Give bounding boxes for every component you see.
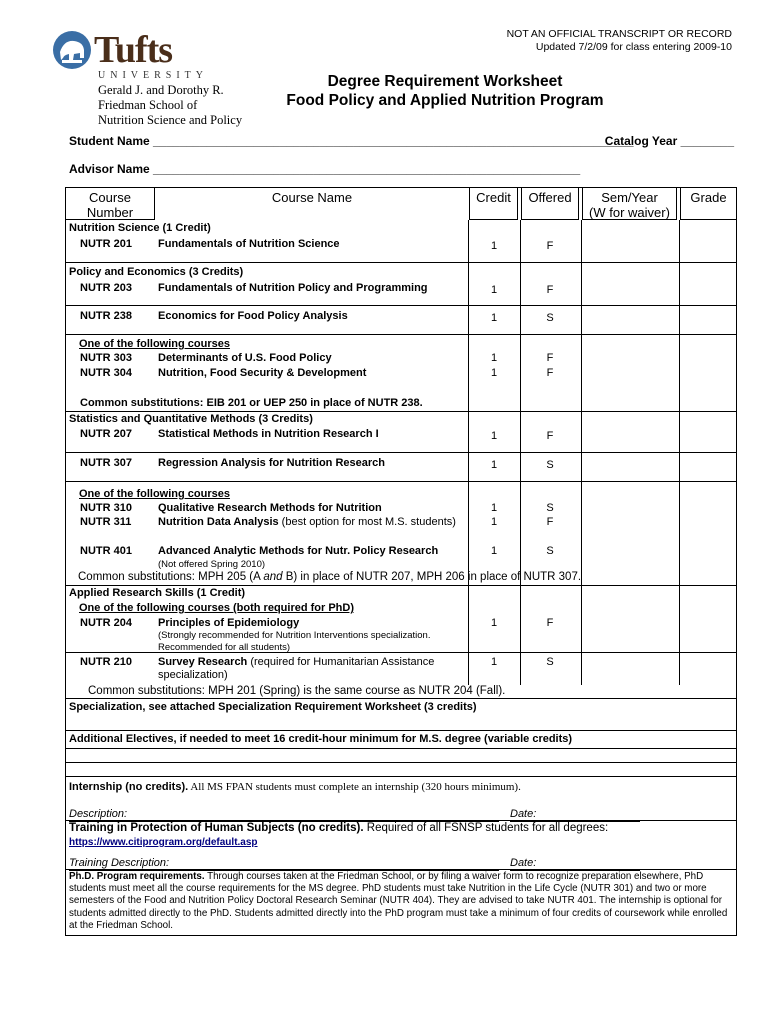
course-credit: 1	[490, 284, 498, 296]
course-credit: 1	[490, 502, 498, 514]
course-name: Principles of Epidemiology	[158, 617, 300, 629]
course-offered: F	[546, 352, 554, 364]
course-name: Fundamentals of Nutrition Science	[158, 238, 340, 250]
logo-university: UNIVERSITY	[98, 70, 208, 81]
col-credit: Credit	[476, 190, 511, 205]
course-number: NUTR 203	[80, 282, 132, 294]
substitutions-note: Common substitutions: MPH 201 (Spring) is the same course as NUTR 204 (Fall).	[88, 685, 506, 697]
course-offered: S	[546, 459, 554, 471]
notice-line2: Updated 7/2/09 for class entering 2009-10	[535, 41, 732, 53]
course-credit: 1	[490, 459, 498, 471]
phd-label: Ph.D. Program requirements.	[69, 871, 205, 882]
course-number: NUTR 207	[80, 428, 132, 440]
training-date-field[interactable]: Date:	[510, 857, 640, 871]
school-line3: Nutrition Science and Policy	[98, 113, 243, 127]
course-number: NUTR 307	[80, 457, 132, 469]
date-field[interactable]: Date:	[510, 808, 640, 822]
course-offered: F	[546, 240, 554, 252]
citi-program-link[interactable]: https://www.citiprogram.org/default.asp	[69, 837, 258, 848]
course-name-main: Nutrition Data Analysis	[158, 516, 279, 528]
course-number: NUTR 304	[80, 367, 132, 379]
description-field[interactable]: Description:	[69, 808, 499, 822]
course-number: NUTR 238	[80, 310, 132, 322]
course-name: Economics for Food Policy Analysis	[158, 310, 348, 322]
course-name: Statistical Methods in Nutrition Research I	[158, 428, 379, 440]
course-name: Regression Analysis for Nutrition Research	[158, 457, 385, 469]
section-electives: Additional Electives, if needed to meet 16 credit-hour minimum for M.S. degree (variable credits)	[69, 733, 573, 745]
course-name-note: (best option for most M.S. students)	[278, 516, 456, 528]
training-label: Training in Protection of Human Subjects (no credits).	[69, 822, 364, 834]
course-credit: 1	[490, 617, 498, 629]
col-waiver-label: (W for waiver)	[589, 205, 670, 220]
elephant-seal-icon	[52, 30, 92, 70]
course-number: NUTR 310	[80, 502, 132, 514]
advisor-name-field[interactable]: Advisor Name ________________________________________________________________	[69, 162, 581, 176]
school-line2: Friedman School of	[98, 98, 198, 112]
catalog-year-field[interactable]: Catalog Year ________	[604, 134, 734, 148]
col-grade: Grade	[690, 190, 727, 205]
epi-note: (Strongly recommended for Nutrition Interventions specialization. Recommended for all students)	[158, 630, 431, 653]
course-name-main: Survey Research	[158, 656, 248, 668]
section-policy-economics: Policy and Economics (3 Credits)	[69, 266, 244, 278]
not-offered-note: (Not offered Spring 2010)	[158, 559, 266, 570]
internship-text	[69, 781, 521, 794]
course-credit: 1	[490, 352, 498, 364]
section-applied-research: Applied Research Skills (1 Credit)	[69, 587, 246, 599]
course-name-note: (required for Humanitarian Assistance specialization)	[158, 656, 435, 681]
col-sem-year	[582, 190, 677, 220]
title-line1: Degree Requirement Worksheet	[327, 73, 563, 90]
course-name	[158, 656, 458, 682]
course-credit: 1	[490, 545, 498, 557]
substitutions-note	[78, 571, 581, 584]
course-number: NUTR 303	[80, 352, 132, 364]
course-offered: S	[546, 312, 554, 324]
notice-line1: NOT AN OFFICIAL TRANSCRIPT OR RECORD	[506, 28, 732, 40]
course-offered: S	[546, 502, 554, 514]
course-offered: F	[546, 430, 554, 442]
col-offered: Offered	[528, 190, 572, 205]
subs-and: and	[263, 571, 283, 583]
page-title	[280, 72, 610, 110]
training-description-field[interactable]: Training Description:	[69, 857, 499, 871]
course-offered: F	[546, 617, 554, 629]
subs-part1: Common substitutions: MPH 205 (A	[78, 571, 264, 583]
section-nutrition-science: Nutrition Science (1 Credit)	[69, 222, 211, 234]
course-name: Determinants of U.S. Food Policy	[158, 352, 332, 364]
course-name	[158, 516, 458, 529]
course-name: Qualitative Research Methods for Nutrition	[158, 502, 382, 514]
course-number: NUTR 401	[80, 545, 132, 557]
course-number: NUTR 311	[80, 516, 132, 528]
school-name	[98, 83, 242, 128]
course-number: NUTR 204	[80, 617, 132, 629]
student-name-label: Student Name ________________________________________________________________________	[69, 134, 634, 148]
col-sem-year-label: Sem/Year	[601, 190, 658, 205]
tufts-logo	[52, 29, 208, 81]
course-name: Nutrition, Food Security & Development	[158, 367, 367, 379]
course-name: Fundamentals of Nutrition Policy and Programming	[158, 282, 428, 294]
one-of-phd-label: One of the following courses (both required for PhD)	[79, 602, 354, 614]
school-line1: Gerald J. and Dorothy R.	[98, 83, 224, 97]
course-offered: F	[546, 284, 554, 296]
col-course-number: Course Number	[86, 190, 134, 220]
one-of-following-label: One of the following courses	[79, 338, 230, 350]
internship-desc: All MS FPAN students must complete an internship (320 hours minimum).	[188, 781, 521, 793]
notice	[507, 28, 732, 54]
phd-requirements	[69, 871, 733, 932]
training-desc: Required of all FSNSP students for all degrees:	[363, 822, 609, 834]
section-specialization: Specialization, see attached Specialization Requirement Worksheet (3 credits)	[69, 701, 477, 713]
substitutions-note: Common substitutions: EIB 201 or UEP 250 in place of NUTR 238.	[80, 397, 423, 409]
course-name: Advanced Analytic Methods for Nutr. Policy Research	[158, 545, 439, 557]
course-offered: F	[546, 367, 554, 379]
course-credit: 1	[490, 656, 498, 668]
col-course-name: Course Name	[271, 190, 353, 205]
course-credit: 1	[490, 240, 498, 252]
training-text	[69, 822, 608, 835]
student-name-field[interactable]	[69, 134, 734, 148]
course-offered: S	[546, 656, 554, 668]
logo-wordmark: Tufts	[94, 29, 173, 71]
course-credit: 1	[490, 312, 498, 324]
phd-text: Through courses taken at the Friedman School, or by filing a waiver form to recognize preparation elsewhere, PhD students must meet all the course requirements for the MS degree. PhD students must take Nutrition in the Life Cycle (NUTR 301) and two or more semesters of the Food and Nutrition Policy Doctoral Research Seminar (NUTR 404). They are advised to take NUTR 401. The internship is optional for students admitted directly to the PhD. Students admitted directly into the PhD program must take a minimum of four credits of coursework while enrolled at the Friedman School.	[69, 871, 728, 931]
course-number: NUTR 201	[80, 238, 132, 250]
section-statistics: Statistics and Quantitative Methods (3 Credits)	[69, 413, 313, 425]
course-credit: 1	[490, 516, 498, 528]
course-offered: F	[546, 516, 554, 528]
internship-label: Internship (no credits).	[69, 781, 189, 793]
course-credit: 1	[490, 430, 498, 442]
subs-part2: B) in place of NUTR 207, MPH 206 in place of NUTR 307.	[282, 571, 582, 583]
course-number: NUTR 210	[80, 656, 132, 668]
title-line2: Food Policy and Applied Nutrition Program	[286, 92, 604, 109]
one-of-following-label: One of the following courses	[79, 488, 230, 500]
course-credit: 1	[490, 367, 498, 379]
course-offered: S	[546, 545, 554, 557]
